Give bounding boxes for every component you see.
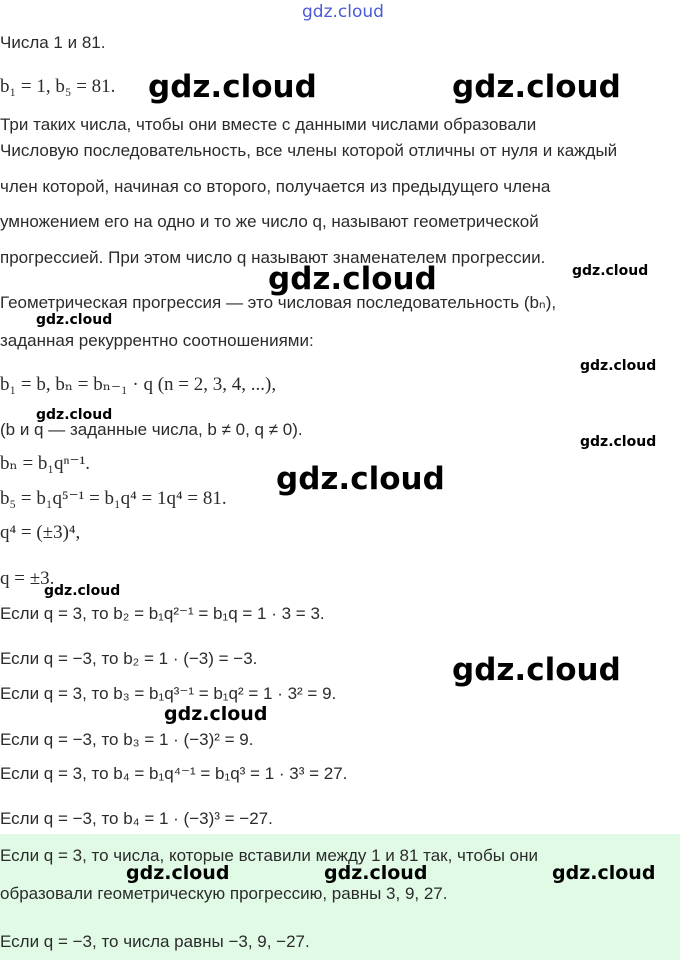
text-line: Три таких числа, чтобы они вместе с данными числами образовали	[0, 115, 537, 134]
watermark: gdz.cloud	[452, 652, 621, 688]
watermark: gdz.cloud	[36, 407, 113, 423]
watermark: gdz.cloud	[452, 69, 621, 105]
watermark: gdz.cloud	[164, 703, 268, 725]
watermark: gdz.cloud	[552, 862, 656, 884]
watermark: gdz.cloud	[572, 263, 649, 279]
text-line: Если q = −3, то b₂ = 1 · (−3) = −3.	[0, 649, 258, 668]
math-line: bₙ = b₁qⁿ⁻¹.	[0, 453, 91, 474]
watermark: gdz.cloud	[44, 583, 121, 599]
text-line: Геометрическая прогрессия — это числовая последовательность (bₙ),	[0, 293, 557, 312]
text-line: Если q = 3, то b₃ = b₁q³⁻¹ = b₁q² = 1 · 3² = 9.	[0, 684, 337, 703]
top-watermark: gdz.cloud	[302, 2, 384, 22]
watermark: gdz.cloud	[324, 862, 428, 884]
math-line: b₁ = b, bₙ = bₙ₋₁ · q (n = 2, 3, 4, ...),	[0, 374, 277, 395]
math-line: q = ±3.	[0, 568, 55, 589]
answer-line: Если q = −3, то числа равны −3, 9, −27.	[0, 932, 310, 951]
text-line: Числовую последовательность, все члены которой отличны от нуля и каждый	[0, 141, 618, 160]
text-line: член которой, начиная со второго, получается из предыдущего члена	[0, 177, 551, 196]
math-line: q⁴ = (±3)⁴,	[0, 522, 81, 543]
watermark: gdz.cloud	[580, 434, 657, 450]
text-line: умножением его на одно и то же число q, называют геометрической	[0, 212, 539, 231]
watermark: gdz.cloud	[148, 69, 317, 105]
math-line: b₁ = 1, b₅ = 81.	[0, 76, 116, 97]
watermark: gdz.cloud	[126, 862, 230, 884]
answer-line: Если q = 3, то числа, которые вставили между 1 и 81 так, чтобы они	[0, 846, 538, 865]
watermark: gdz.cloud	[580, 358, 657, 374]
text-line: Если q = 3, то b₄ = b₁q⁴⁻¹ = b₁q³ = 1 · 3³ = 27.	[0, 764, 348, 783]
math-line: b₅ = b₁q⁵⁻¹ = b₁q⁴ = 1q⁴ = 81.	[0, 488, 227, 509]
text-line: (b и q — заданные числа, b ≠ 0, q ≠ 0).	[0, 420, 303, 439]
text-line: Если q = −3, то b₃ = 1 · (−3)² = 9.	[0, 730, 254, 749]
text-line: прогрессией. При этом число q называют знаменателем прогрессии.	[0, 248, 546, 267]
answer-line: образовали геометрическую прогрессию, равны 3, 9, 27.	[0, 884, 448, 903]
text-line: Если q = 3, то b₂ = b₁q²⁻¹ = b₁q = 1 · 3 = 3.	[0, 604, 325, 623]
text-line: заданная рекуррентно соотношениями:	[0, 331, 314, 350]
text-line: Числа 1 и 81.	[0, 33, 106, 52]
text-line: Если q = −3, то b₄ = 1 · (−3)³ = −27.	[0, 809, 273, 828]
watermark: gdz.cloud	[268, 261, 437, 297]
watermark: gdz.cloud	[36, 312, 113, 328]
watermark: gdz.cloud	[276, 461, 445, 497]
